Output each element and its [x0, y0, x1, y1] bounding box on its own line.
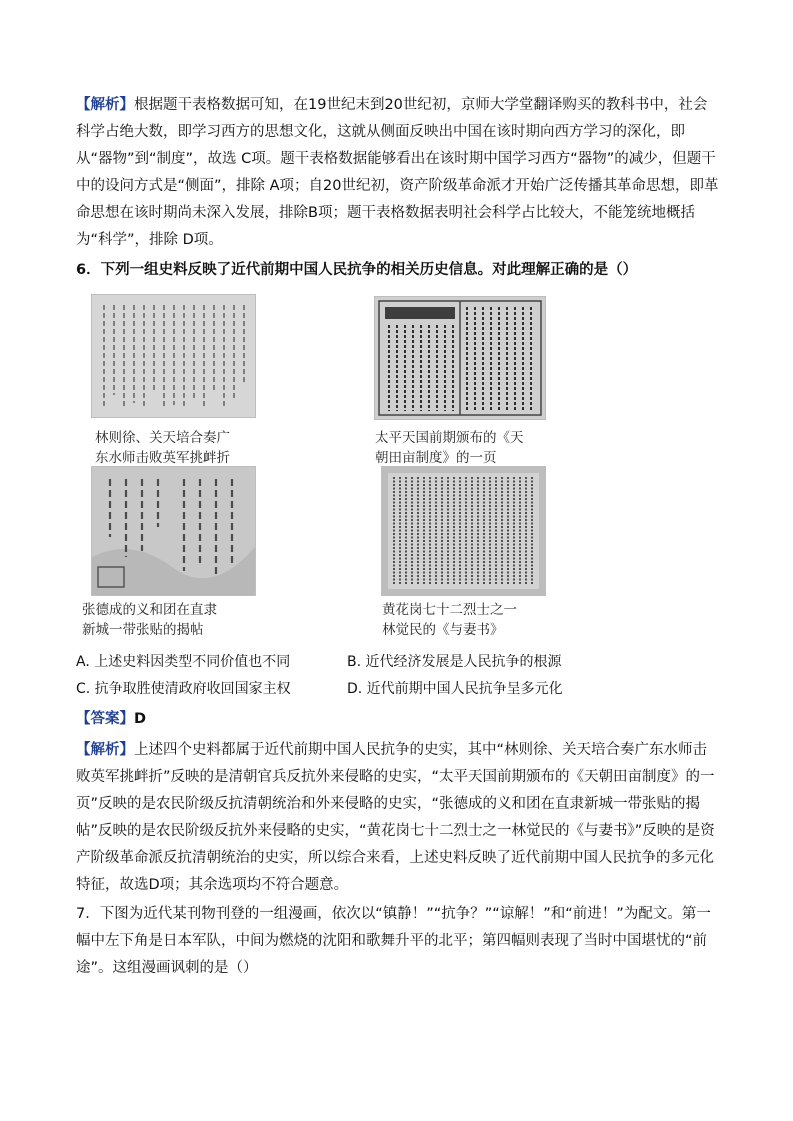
analysis-text: 根据题干表格数据可知，在19世纪末到20世纪初，京师大学堂翻译购买的教科书中，社会科学占绝大数，即学习西方的思想文化，这就从侧面反映出中国在该时期向西方学习的深化，即从“器物”到“制度”，故选 C项。题干表格数据能够看出在该时期中国学习西方“器物”的减少，但题干中的设问方式是“侧面”，排除 A项；自20世纪初，资产阶级革命派才开始广泛传播其革命思想，即革命思想在该时期尚未深入发展，排除B项；题干表格数据表明社会科学占比较大，不能笼统地概括为“科学”，排除 D项。: [76, 97, 719, 248]
option-a[interactable]: A. 上述史料因类型不同价值也不同: [76, 654, 291, 670]
answer-tag: 【答案】: [76, 711, 134, 727]
figure-boxer-placard-image: [91, 466, 256, 596]
question-6-stem: 6．下列一组史料反映了近代前期中国人民抗争的相关历史信息。对此理解正确的是（）: [76, 262, 638, 278]
analysis-5: [76, 92, 721, 254]
answer-value: D: [134, 711, 147, 727]
option-c[interactable]: C. 抗争取胜使清政府收回国家主权: [76, 681, 291, 697]
option-b[interactable]: B. 近代经济发展是人民抗争的根源: [347, 654, 562, 670]
figure-2-caption: 太平天国前期颁布的《天 朝田亩制度》的一页: [375, 430, 524, 466]
analysis-6-text: 上述四个史料都属于近代前期中国人民抗争的史实，其中“林则徐、关天培合奏广东水师击败英军挑衅折”反映的是清朝官兵反抗外来侵略的史实，“太平天国前期颁布的《天朝田亩制度》的一页”反映的是农民阶级反抗清朝统治和外来侵略的史实，“张德成的义和团在直隶新城一带张贴的揭帖”反映的是农民阶级反抗外来侵略的史实，“黄花岗七十二烈士之一林觉民的《与妻书》”反映的是资产阶级革命派反抗清朝统治的史实，所以综合来看，上述史料反映了近代前期中国人民抗争的多元化特征，故选D项；其余选项均不符合题意。: [76, 742, 715, 893]
analysis-6: [76, 737, 721, 899]
analysis-6-tag: 【解析】: [76, 742, 134, 758]
analysis-tag: 【解析】: [76, 97, 134, 113]
answer-6: [76, 706, 721, 733]
figure-taiping-land-system-image: [374, 296, 546, 420]
figure-3-caption: 张德成的义和团在直隶 新城一带张贴的揭帖: [82, 602, 217, 638]
figure-lin-zexu-memorial-image: [91, 294, 256, 418]
figure-1-caption: 林则徐、关天培合奏广 东水师击败英军挑衅折: [95, 430, 230, 466]
option-d[interactable]: D. 近代前期中国人民抗争呈多元化: [347, 681, 563, 697]
question-7-stem: 7．下图为近代某刊物刊登的一组漫画，依次以“镇静！”“抗争？”“谅解！”和“前进！”为配文。第一幅中左下角是日本军队，中间为燃烧的沈阳和歌舞升平的北平；第四幅则表现了当时中国堪忧的“前途”。这组漫画讽刺的是（）: [76, 906, 711, 976]
figure-4-caption: 黄花岗七十二烈士之一 林觉民的《与妻书》: [382, 602, 517, 638]
figure-lin-juemin-letter-image: [381, 466, 546, 596]
